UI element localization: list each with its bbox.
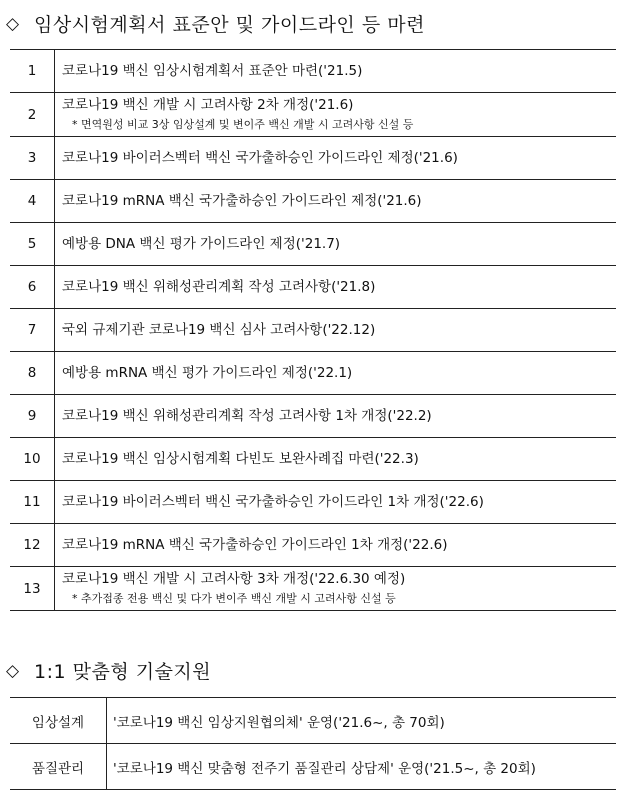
row-number: 1: [10, 50, 55, 93]
table-row: [10, 438, 616, 481]
section-title-guidelines: [6, 10, 425, 37]
section-title-text: 임상시험계획서 표준안 및 가이드라인 등 마련: [34, 14, 425, 36]
row-number: 11: [10, 481, 55, 524]
guideline-text: 예방용 mRNA 백신 평가 가이드라인 제정('22.1): [62, 364, 353, 381]
table-row: [10, 524, 616, 567]
table-row: [10, 266, 616, 309]
row-number: 2: [10, 93, 55, 137]
table-row: [10, 137, 616, 180]
guideline-text: 코로나19 바이러스벡터 백신 국가출하승인 가이드라인 1차 개정('22.6): [62, 493, 484, 510]
row-number: 9: [10, 395, 55, 438]
guideline-cell: [55, 481, 617, 524]
table-row: [10, 744, 616, 790]
guideline-cell: [55, 352, 617, 395]
table-row: [10, 481, 616, 524]
support-text: '코로나19 백신 임상지원협의체' 운영('21.6~, 총 70회): [107, 698, 617, 744]
guideline-text: 코로나19 백신 위해성관리계획 작성 고려사항('21.8): [62, 278, 376, 295]
guideline-note: * 면역원성 비교 3상 임상설계 및 변이주 백신 개발 시 고려사항 신설 등: [72, 118, 414, 131]
row-number: 12: [10, 524, 55, 567]
section-title-support: [6, 657, 211, 684]
support-table: [10, 697, 616, 790]
guideline-cell: [55, 395, 617, 438]
table-row: [10, 93, 616, 137]
row-number: 10: [10, 438, 55, 481]
guideline-cell: [55, 50, 617, 93]
guideline-cell: [55, 266, 617, 309]
guideline-text: 코로나19 백신 임상시험계획서 표준안 마련('21.5): [62, 62, 363, 79]
table-row: [10, 395, 616, 438]
table-row: [10, 567, 616, 611]
guideline-cell: [55, 524, 617, 567]
guideline-text: 코로나19 mRNA 백신 국가출하승인 가이드라인 1차 개정('22.6): [62, 536, 448, 553]
row-number: 8: [10, 352, 55, 395]
guideline-cell: [55, 309, 617, 352]
row-number: 5: [10, 223, 55, 266]
guideline-text: 코로나19 바이러스벡터 백신 국가출하승인 가이드라인 제정('21.6): [62, 149, 458, 166]
guideline-cell: [55, 180, 617, 223]
table-row: [10, 698, 616, 744]
row-number: 3: [10, 137, 55, 180]
table-row: [10, 50, 616, 93]
support-text: '코로나19 백신 맞춤형 전주기 품질관리 상담제' 운영('21.5~, 총 20회): [107, 744, 617, 790]
guideline-text: 코로나19 백신 개발 시 고려사항 3차 개정('22.6.30 예정): [62, 571, 406, 587]
section-title-text: 1:1 맞춤형 기술지원: [34, 661, 212, 683]
guideline-text: 코로나19 백신 임상시험계획 다빈도 보완사례집 마련('22.3): [62, 450, 419, 467]
guideline-text: 코로나19 백신 위해성관리계획 작성 고려사항 1차 개정('22.2): [62, 407, 432, 424]
guideline-text: 코로나19 mRNA 백신 국가출하승인 가이드라인 제정('21.6): [62, 192, 422, 209]
table-row: [10, 352, 616, 395]
support-label: 임상설계: [10, 698, 107, 744]
table-row: [10, 223, 616, 266]
guideline-text: 국외 규제기관 코로나19 백신 심사 고려사항('22.12): [62, 321, 376, 338]
table-row: [10, 180, 616, 223]
guidelines-table: [10, 49, 616, 611]
row-number: 13: [10, 567, 55, 611]
guideline-cell: [55, 223, 617, 266]
row-number: 6: [10, 266, 55, 309]
row-number: 4: [10, 180, 55, 223]
row-number: 7: [10, 309, 55, 352]
diamond-bullet-icon: ◇: [6, 13, 20, 34]
table-row: [10, 309, 616, 352]
guideline-cell: [55, 438, 617, 481]
diamond-bullet-icon: ◇: [6, 660, 20, 681]
guideline-cell: [55, 137, 617, 180]
guideline-text: 예방용 DNA 백신 평가 가이드라인 제정('21.7): [62, 235, 341, 252]
guideline-cell: [55, 93, 617, 137]
guideline-text: 코로나19 백신 개발 시 고려사항 2차 개정('21.6): [62, 97, 354, 113]
support-label: 품질관리: [10, 744, 107, 790]
guideline-cell: [55, 567, 617, 611]
guideline-note: * 추가접종 전용 백신 및 다가 변이주 백신 개발 시 고려사항 신설 등: [72, 592, 396, 605]
